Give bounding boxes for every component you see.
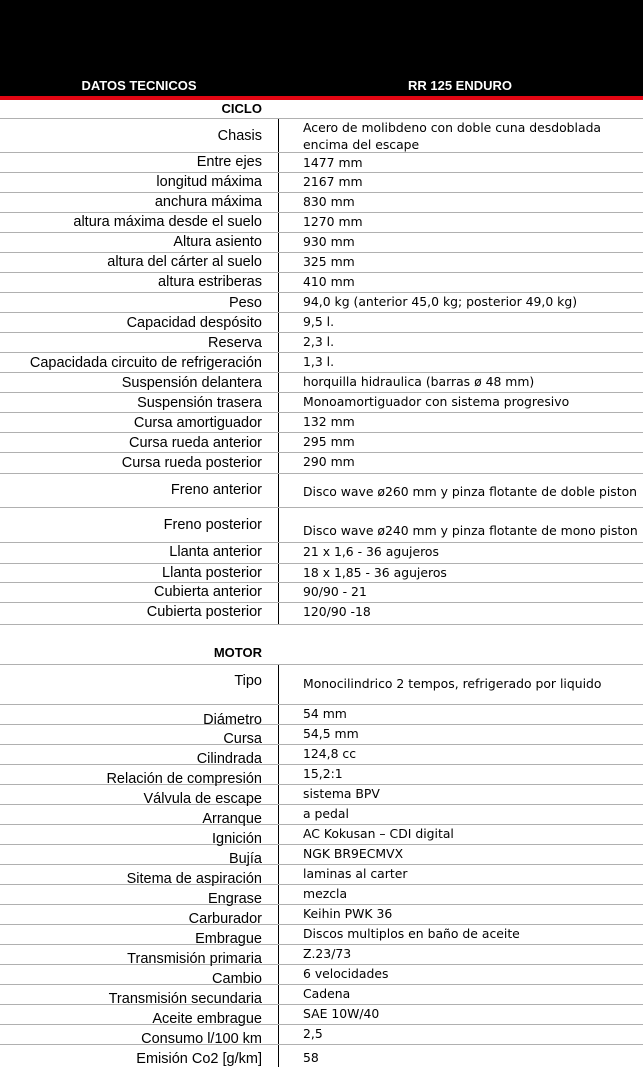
spec-value: 6 velocidades [303,966,389,981]
column-divider [278,845,279,864]
column-divider [278,153,279,172]
column-divider [278,665,279,704]
spec-row [0,725,643,745]
column-divider [278,433,279,452]
column-divider [278,1005,279,1024]
spec-label: Transmisión secundaria [108,991,262,1007]
spec-value: Disco wave ø240 mm y pinza flotante de mono piston [303,523,638,538]
column-divider [278,543,279,563]
spec-value: 58 [303,1050,319,1065]
spec-value: a pedal [303,806,349,821]
spec-label: Emisión Co2 [g/km] [136,1051,262,1067]
spec-value: 2,5 [303,1026,323,1041]
section-title: CICLO [221,101,262,116]
spec-label: longitud máxima [156,174,262,190]
spec-row [0,845,643,865]
spec-value: mezcla [303,886,348,901]
column-divider [278,119,279,152]
spec-label: Cubierta posterior [146,604,262,620]
spec-label: Reserva [208,335,262,351]
column-divider [278,293,279,312]
column-divider [278,725,279,744]
spec-value: 54 mm [303,706,347,721]
spec-value: 90/90 - 21 [303,584,367,599]
spec-value: 410 mm [303,274,355,289]
spec-label: Capacidada circuito de refrigeración [29,355,262,371]
column-divider [278,393,279,412]
spec-label: Cursa rueda anterior [129,435,262,451]
spec-value: 132 mm [303,414,355,429]
spec-value: Monocilindrico 2 tempos, refrigerado por liquido [303,676,602,691]
spec-label: Consumo l/100 km [141,1031,262,1047]
spec-value: 290 mm [303,454,355,469]
column-divider [278,413,279,432]
spec-row [0,905,643,925]
column-divider [278,945,279,964]
spec-value: 124,8 cc [303,746,357,761]
spec-row [0,273,643,293]
spec-row [0,193,643,213]
column-divider [278,825,279,844]
spec-label: Altura asiento [173,234,262,250]
spec-label: Cubierta anterior [154,584,262,600]
spec-row [0,945,643,965]
spec-label: altura máxima desde el suelo [73,214,262,230]
spec-value: NGK BR9ECMVX [303,846,404,861]
spec-value: 120/90 -18 [303,604,371,619]
spec-label: Entre ejes [196,154,262,170]
spec-label: Tipo [234,673,262,689]
spec-row [0,1005,643,1025]
spec-row [0,825,643,845]
spec-label: Diámetro [203,712,262,728]
spec-row [0,805,643,825]
spec-value: Disco wave ø260 mm y pinza flotante de doble piston [303,484,638,499]
spec-label: Embrague [195,931,262,947]
spec-label: Freno posterior [163,517,262,533]
spec-row [0,543,643,564]
spec-label: Transmisión primaria [127,951,262,967]
column-divider [278,765,279,784]
spec-label: altura del cárter al suelo [107,254,262,270]
section-header [0,625,643,665]
column-divider [278,564,279,582]
spec-label: Cursa [223,731,262,747]
spec-row [0,119,643,153]
spec-row [0,665,643,705]
spec-label: Cursa amortiguador [133,415,262,431]
spec-row [0,373,643,393]
column-divider [278,705,279,724]
column-divider [278,453,279,473]
column-divider [278,805,279,824]
spec-table [0,100,643,1067]
spec-label: Relación de compresión [106,771,262,787]
spec-label: Llanta anterior [169,544,262,560]
spec-row [0,705,643,728]
spec-value: 2,3 l. [303,334,335,349]
spec-label: Aceite embrague [152,1011,262,1027]
column-divider [278,273,279,292]
spec-label: Cilindrada [196,751,262,767]
column-divider [278,508,279,542]
spec-row [0,393,643,413]
spec-value: 930 mm [303,234,355,249]
spec-value: laminas al carter [303,866,408,881]
column-divider [278,1045,279,1067]
column-divider [278,173,279,192]
spec-row [0,233,643,253]
spec-row [0,353,643,373]
header-right-title: RR 125 ENDURO [407,78,513,93]
column-divider [278,925,279,944]
spec-value: 1270 mm [303,214,363,229]
spec-value: 54,5 mm [303,726,359,741]
section-header [0,100,643,119]
spec-value: 1477 mm [303,155,363,170]
spec-label: Cambio [212,971,262,987]
spec-row [0,925,643,945]
spec-label: Ignición [212,831,262,847]
section-title: MOTOR [213,645,262,660]
spec-value: Keihin PWK 36 [303,906,393,921]
spec-label: Chasis [217,128,262,144]
spec-value: Monoamortiguador con sistema progresivo [303,394,570,409]
column-divider [278,905,279,924]
spec-label: Carburador [188,911,262,927]
column-divider [278,583,279,602]
spec-row [0,433,643,453]
spec-label: Sitema de aspiración [126,871,262,887]
spec-value: 9,5 l. [303,314,335,329]
column-divider [278,865,279,884]
spec-value: 94,0 kg (anterior 45,0 kg; posterior 49,0 kg) [303,294,578,309]
spec-label: Suspensión trasera [137,395,262,411]
column-divider [278,985,279,1004]
spec-value: 18 x 1,85 - 36 agujeros [303,565,447,580]
spec-row [0,603,643,625]
spec-row [0,965,643,985]
column-divider [278,213,279,232]
spec-row [0,1025,643,1045]
spec-label: Cursa rueda posterior [121,455,262,471]
header-left-title: DATOS TECNICOS [81,78,197,93]
spec-label: anchura máxima [154,194,262,210]
spec-row [0,213,643,233]
spec-value: Acero de molibdeno con doble cuna desdoblada encima del escape [303,120,602,152]
spec-row [0,508,643,543]
column-divider [278,603,279,624]
spec-row [0,865,643,885]
spec-row [0,173,643,193]
spec-row [0,785,643,805]
spec-label: altura estriberas [158,274,262,290]
spec-row [0,253,643,273]
spec-value: 2167 mm [303,174,363,189]
column-divider [278,313,279,332]
column-divider [278,333,279,352]
spec-label: Arranque [202,811,262,827]
spec-label: Suspensión delantera [121,375,262,391]
spec-value: Cadena [303,986,351,1001]
column-divider [278,965,279,984]
column-divider [278,1025,279,1044]
spec-row [0,745,643,765]
spec-row [0,153,643,173]
spec-row [0,985,643,1005]
spec-value: 295 mm [303,434,355,449]
column-divider [278,353,279,372]
spec-label: Peso [228,295,262,311]
spec-label: Engrase [207,891,262,907]
spec-value: 21 x 1,6 - 36 agujeros [303,544,439,559]
spec-value: sistema BPV [303,786,380,801]
spec-value: AC Kokusan – CDI digital [303,826,454,841]
spec-row [0,453,643,474]
spec-label: Válvula de escape [143,791,262,807]
spec-label: Freno anterior [170,482,262,498]
column-divider [278,745,279,764]
spec-row [0,474,643,508]
spec-value: 15,2:1 [303,766,343,781]
column-divider [278,193,279,212]
column-divider [278,233,279,252]
column-divider [278,373,279,392]
spec-row [0,413,643,433]
spec-row [0,765,643,785]
spec-value: SAE 10W/40 [303,1006,380,1021]
column-divider [278,885,279,904]
spec-row [0,583,643,603]
spec-value: horquilla hidraulica (barras ø 48 mm) [303,374,535,389]
spec-row [0,1045,643,1067]
column-divider [278,785,279,804]
spec-value: Z.23/73 [303,946,352,961]
spec-row [0,564,643,583]
spec-row [0,885,643,905]
spec-label: Bujía [228,851,262,867]
spec-row [0,293,643,313]
spec-row [0,333,643,353]
column-divider [278,253,279,272]
column-divider [278,474,279,507]
spec-label: Llanta posterior [162,565,262,581]
spec-value: Discos multiplos en baño de aceite [303,926,520,941]
spec-row [0,313,643,333]
spec-value: 325 mm [303,254,355,269]
spec-value: 1,3 l. [303,354,335,369]
spec-label: Capacidad despósito [126,315,262,331]
spec-value: 830 mm [303,194,355,209]
